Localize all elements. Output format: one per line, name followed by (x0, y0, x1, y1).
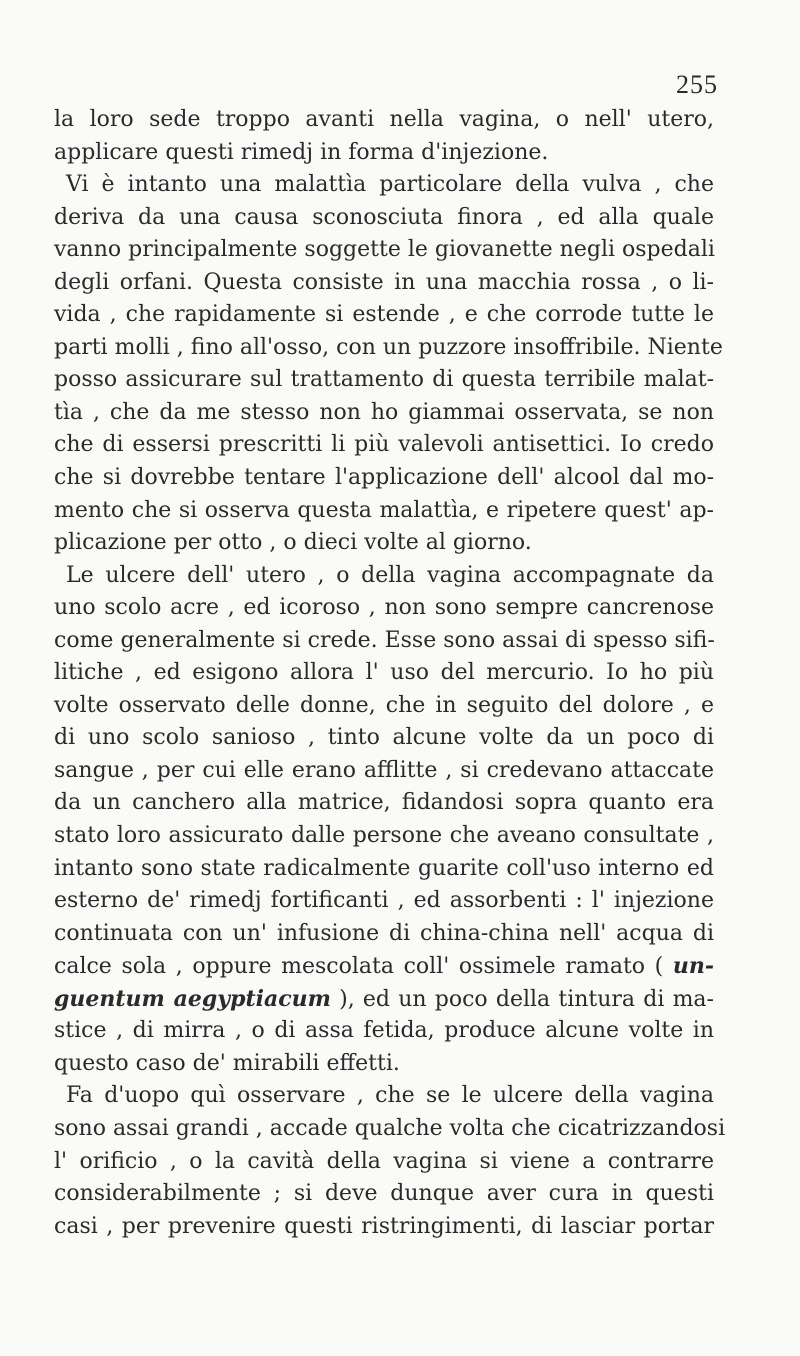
body-text (54, 104, 726, 1243)
text-line: Le ulcere dell' utero , o della vagina accompagnate da (66, 562, 714, 588)
text-line: mento che si osserva questa malattìa, e ripetere quest' ap- (54, 497, 714, 523)
text-line: posso assicurare sul trattamento di questa terribile malat- (54, 367, 714, 393)
text-line: plicazione per otto , o dieci volte al giorno. (54, 530, 532, 556)
text-line: continuata con un' infusione di china-china nell' acqua di (54, 920, 714, 946)
text-line: stato loro assicurato dalle persone che aveano consultate , (54, 823, 714, 849)
text-line: degli orfani. Questa consiste in una macchia rossa , o li- (54, 269, 714, 295)
text-line: considerabilmente ; si deve dunque aver cura in questi (54, 1181, 714, 1207)
text-line: guentum aegyptiacum ), ed un poco della tintura di ma- (54, 985, 714, 1012)
text-line: deriva da una causa sconosciuta finora , ed alla quale (54, 204, 714, 230)
text-line: uno scolo acre , ed icoroso , non sono sempre cancrenose (54, 595, 714, 621)
text-line: esterno de' rimedj fortificanti , ed assorbenti : l' injezione (54, 888, 714, 914)
text-line: casi , per prevenire questi ristringimenti, di lasciar portar (54, 1213, 714, 1239)
text-line: Vi è intanto una malattìa particolare della vulva , che (66, 172, 714, 198)
text-line: la loro sede troppo avanti nella vagina, o nell' utero, (54, 107, 714, 132)
text-line: che di essersi prescritti li più valevoli antisettici. Io credo (54, 432, 714, 458)
text-line: calce sola , oppure mescolata coll' ossimele ramato ( un- (54, 953, 714, 980)
text-line: parti molli , fino all'osso, con un puzzore insoffribile. Niente (54, 334, 723, 360)
text-line: l' orificio , o la cavità della vagina si viene a contrarre (54, 1148, 714, 1174)
text-line: stice , di mirra , o di assa fetida, produce alcune volte in (54, 1018, 714, 1044)
text-line: sono assai grandi , accade qualche volta che cicatrizzandosi (54, 1115, 726, 1141)
text-line: di uno scolo sanioso , tinto alcune volte da un poco di (54, 725, 714, 751)
text-line: applicare questi rimedj in forma d'injezione. (54, 139, 549, 165)
text-line: questo caso de' mirabili effetti. (54, 1050, 400, 1076)
text-line: vida , che rapidamente si estende , e che corrode tutte le (54, 302, 714, 328)
text-line: vanno principalmente soggette le giovanette negli ospedali (54, 237, 715, 263)
page-number: 255 (676, 70, 718, 99)
latin-term: guentum aegyptiacum (54, 985, 331, 1012)
text-line: Fa d'uopo quì osservare , che se le ulcere della vagina (66, 1083, 714, 1109)
text-line: come generalmente si crede. Esse sono assai di spesso sifi- (54, 627, 715, 653)
text-line: tìa , che da me stesso non ho giammai osservata, se non (54, 399, 714, 425)
text-line: sangue , per cui elle erano afflitte , si credevano attaccate (54, 757, 714, 783)
text-line: litiche , ed esigono allora l' uso del mercurio. Io ho più (54, 660, 714, 686)
text-line: volte osservato delle donne, che in seguito del dolore , e (54, 692, 714, 718)
text-line: intanto sono state radicalmente guarite coll'uso interno ed (54, 855, 714, 881)
text-line: da un canchero alla matrice, fidandosi sopra quanto era (54, 790, 714, 816)
text-line: che si dovrebbe tentare l'applicazione dell' alcool dal mo- (54, 465, 714, 491)
latin-term: un- (672, 953, 714, 980)
